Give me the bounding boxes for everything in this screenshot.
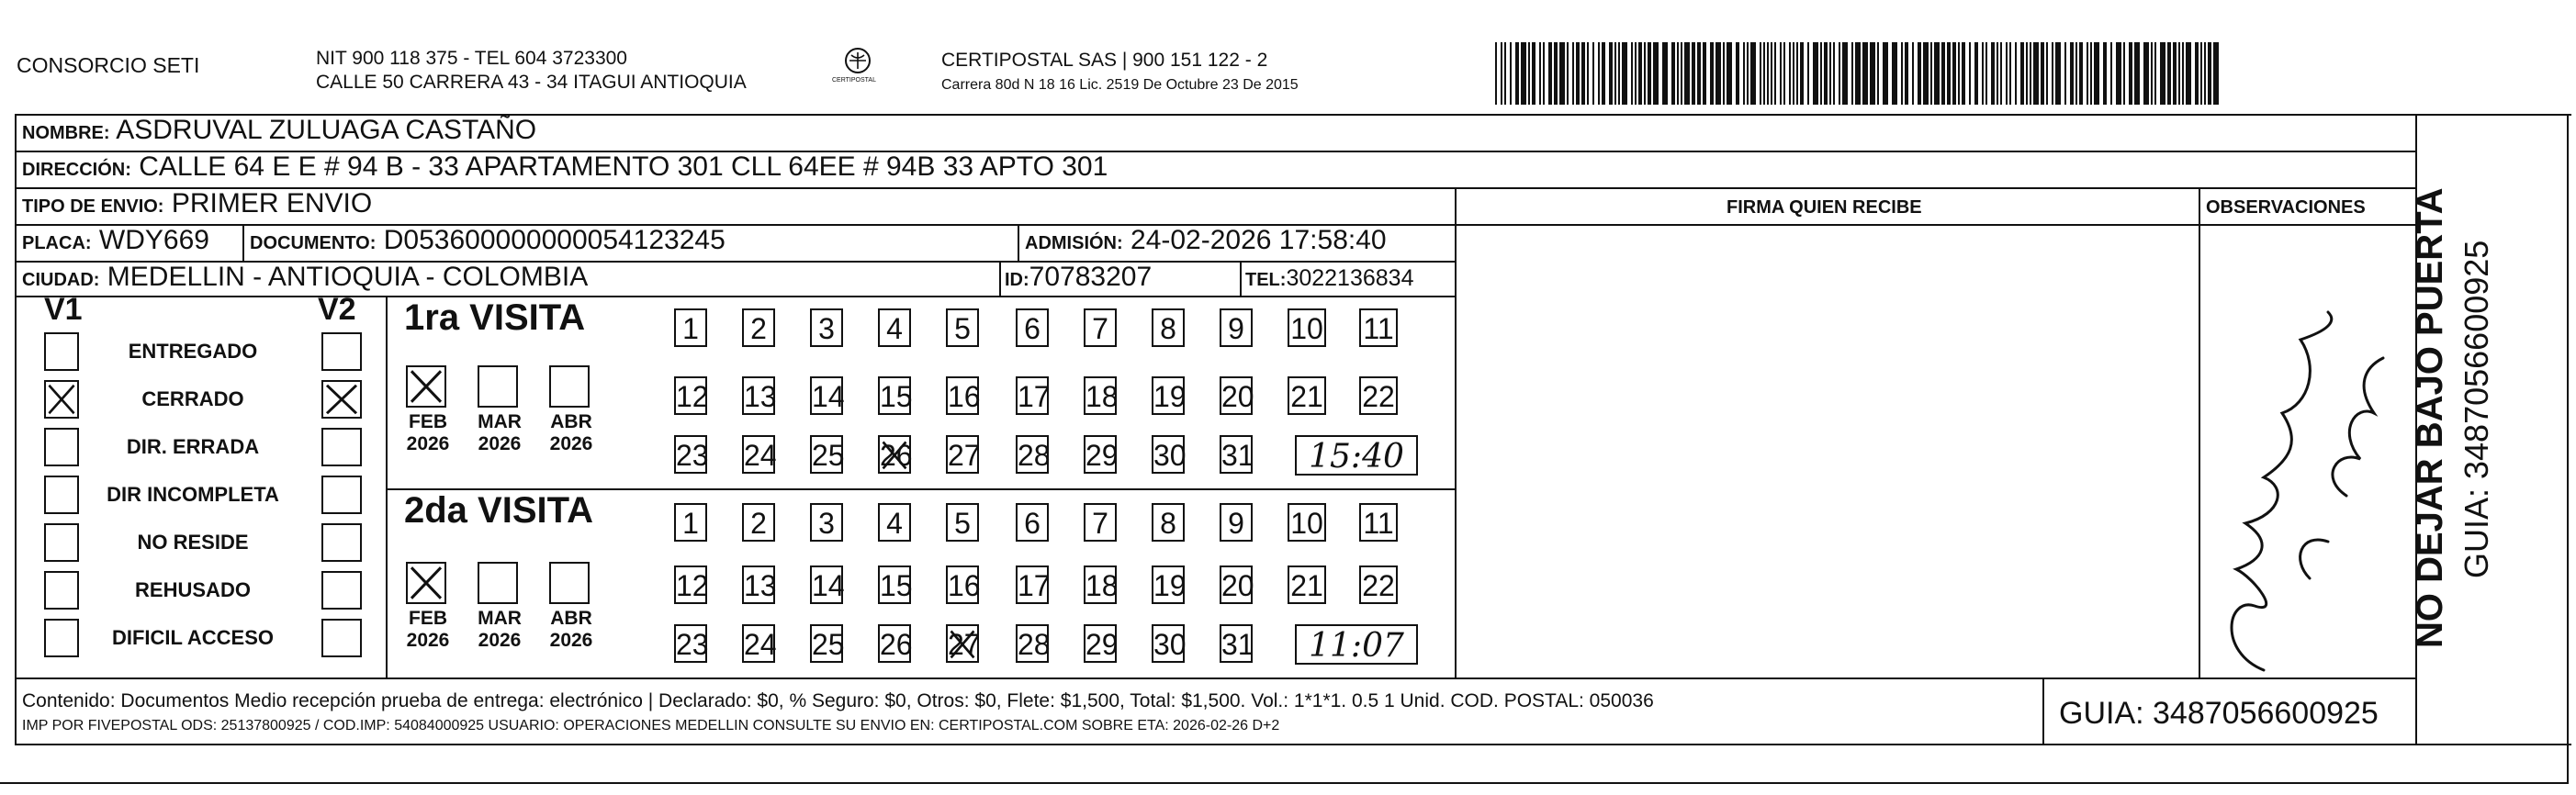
barcode-bar [1723, 42, 1725, 105]
month-year: 2026 [406, 433, 450, 454]
status-label: REHUSADO [135, 578, 251, 601]
month-name: FEB [409, 608, 447, 629]
month-label [546, 411, 597, 455]
day-box[interactable]: 31 [1220, 435, 1253, 474]
handwritten-signature [2199, 303, 2416, 677]
barcode-bar [1614, 42, 1616, 105]
day-box[interactable]: 14 [810, 376, 843, 415]
day-box[interactable]: 11 [1359, 308, 1398, 347]
v1-label: V1 [44, 292, 83, 327]
day-box[interactable]: 13 [742, 376, 775, 415]
barcode-bar [2015, 42, 2017, 105]
month-label [402, 608, 454, 652]
id-value: 70783207 [1029, 262, 1153, 292]
barcode-bar [2195, 42, 2199, 105]
day-box[interactable]: 10 [1288, 503, 1326, 542]
barcode-bar [1796, 42, 1798, 105]
footer-guia: GUIA: 3487056600925 [2059, 696, 2379, 731]
plate-label: PLACA: [22, 233, 92, 253]
day-box[interactable]: 25 [810, 624, 843, 663]
day-box[interactable]: 22 [1359, 376, 1398, 415]
barcode-bar [2087, 42, 2088, 105]
city-label: CIUDAD: [22, 270, 100, 290]
barcode-bar [1532, 42, 1535, 105]
barcode-bar [1862, 42, 1868, 105]
barcode-bar [2033, 42, 2039, 105]
v2-label: V2 [318, 292, 356, 327]
barcode-bar [2208, 42, 2211, 105]
barcode-bar [1703, 42, 1706, 105]
day-box[interactable]: 19 [1152, 565, 1185, 604]
barcode-bar [2134, 42, 2140, 105]
barcode-bar [1548, 42, 1552, 105]
barcode-bar [1839, 42, 1840, 105]
barcode [1495, 42, 2224, 106]
day-box[interactable]: 5 [946, 308, 979, 347]
day-box[interactable]: 6 [1016, 503, 1049, 542]
barcode-bar [1736, 42, 1739, 105]
x-mark-icon [880, 437, 909, 472]
time-box[interactable]: 15:40 [1295, 435, 1418, 476]
status-label: DIFICIL ACCESO [111, 626, 274, 649]
barcode-bar [2090, 42, 2092, 105]
month-name: FEB [409, 411, 447, 432]
nit-line: NIT 900 118 375 - TEL 604 3723300 [316, 48, 627, 69]
month-label [474, 608, 525, 652]
day-box[interactable]: 17 [1016, 565, 1049, 604]
barcode-bar [1648, 42, 1651, 105]
month-year: 2026 [406, 630, 450, 651]
barcode-bar [1622, 42, 1627, 105]
barcode-bar [1813, 42, 1818, 105]
barcode-bar [1833, 42, 1835, 105]
barcode-bar [1974, 42, 1978, 105]
month-year: 2026 [549, 433, 593, 454]
status-label: DIR INCOMPLETA [107, 483, 279, 506]
day-box[interactable]: 16 [946, 565, 979, 604]
month-label [546, 608, 597, 652]
day-box[interactable]: 8 [1152, 308, 1185, 347]
barcode-bar [1559, 42, 1565, 105]
day-box[interactable]: 21 [1288, 376, 1326, 415]
day-box[interactable]: 30 [1152, 435, 1185, 474]
recipient-name: ASDRUVAL ZULUAGA CASTAÑO [116, 115, 537, 145]
barcode-bar [1855, 42, 1861, 105]
barcode-bar [2200, 42, 2202, 105]
barcode-bar [1763, 42, 1765, 105]
day-box[interactable]: 18 [1084, 565, 1117, 604]
day-box[interactable]: 21 [1288, 565, 1326, 604]
barcode-bar [1521, 42, 1526, 105]
day-box[interactable]: 26 [878, 435, 911, 474]
barcode-bar [2167, 42, 2171, 105]
barcode-bar [1901, 42, 1903, 105]
barcode-bar [2009, 42, 2011, 105]
day-box[interactable]: 4 [878, 308, 911, 347]
barcode-bar [1774, 42, 1776, 105]
name-label: NOMBRE: [22, 123, 110, 143]
document-label: DOCUMENTO: [250, 233, 377, 253]
logo-text: CERTIPOSTAL [832, 77, 876, 84]
barcode-bar [1780, 42, 1782, 105]
month-checkbox[interactable] [549, 365, 590, 408]
barcode-bar [1692, 42, 1695, 105]
barcode-bar [2052, 42, 2053, 105]
barcode-bar [1635, 42, 1637, 105]
month-label [474, 411, 525, 455]
barcode-bar [2046, 42, 2048, 105]
day-box[interactable]: 14 [810, 565, 843, 604]
month-checkbox[interactable] [406, 365, 446, 408]
status-label: DIR. ERRADA [126, 435, 260, 458]
type-label: TIPO DE ENVIO: [22, 196, 164, 217]
day-box[interactable]: 28 [1016, 435, 1049, 474]
barcode-bar [2151, 42, 2153, 105]
contents-line: Contenido: Documentos Medio recepción prueba de entrega: electrónico | Declarado: $0, % Seguro: $0, Otros: $0, Flete: $1,500, Total: $1,500. Vol.: 1*1*1. 0.5 1 Unid. COD. POSTAL: 050036 [22, 690, 1654, 711]
day-box[interactable]: 1 [674, 503, 707, 542]
barcode-bar [1820, 42, 1822, 105]
barcode-bar [1743, 42, 1745, 105]
barcode-bar [1747, 42, 1749, 105]
barcode-bar [2064, 42, 2066, 105]
day-box[interactable]: 16 [946, 376, 979, 415]
barcode-bar [2094, 42, 2099, 105]
day-box[interactable]: 23 [674, 624, 707, 663]
barcode-bar [2026, 42, 2028, 105]
barcode-bar [1930, 42, 1932, 105]
id-label: ID: [1005, 270, 1029, 290]
day-box[interactable]: 15 [878, 565, 911, 604]
day-box[interactable]: 7 [1084, 503, 1117, 542]
barcode-bar [1631, 42, 1633, 105]
barcode-bar [1638, 42, 1642, 105]
day-box[interactable]: 8 [1152, 503, 1185, 542]
barcode-bar [1504, 42, 1506, 105]
day-box[interactable]: 22 [1359, 565, 1398, 604]
barcode-bar [2178, 42, 2180, 105]
certipostal-line: CERTIPOSTAL SAS | 900 151 122 - 2 [941, 50, 1268, 71]
day-box[interactable]: 1 [674, 308, 707, 347]
barcode-bar [2041, 42, 2044, 105]
day-box[interactable]: 20 [1220, 376, 1253, 415]
barcode-bar [1510, 42, 1512, 105]
day-box[interactable]: 6 [1016, 308, 1049, 347]
barcode-bar [1681, 42, 1682, 105]
shipping-type: PRIMER ENVIO [171, 188, 373, 218]
barcode-bar [1912, 42, 1914, 105]
barcode-bar [1515, 42, 1519, 105]
admission-value: 24-02-2026 17:58:40 [1131, 225, 1387, 255]
day-box[interactable]: 15 [878, 376, 911, 415]
barcode-bar [1985, 42, 1987, 105]
day-box[interactable]: 29 [1084, 435, 1117, 474]
barcode-bar [1760, 42, 1761, 105]
day-box[interactable]: 4 [878, 503, 911, 542]
vertical-guia: GUIA: 3487056600925 [2458, 240, 2495, 578]
month-checkbox[interactable] [478, 365, 518, 408]
address-label: DIRECCIÓN: [22, 160, 131, 180]
barcode-bar [1554, 42, 1558, 105]
barcode-bar [1662, 42, 1668, 105]
barcode-bar [1543, 42, 1545, 105]
day-box[interactable]: 2 [742, 308, 775, 347]
day-box[interactable]: 5 [946, 503, 979, 542]
status-label: CERRADO [141, 387, 244, 410]
barcode-bar [1528, 42, 1530, 105]
barcode-bar [1807, 42, 1809, 105]
barcode-bar [2110, 42, 2112, 105]
day-box[interactable]: 9 [1220, 503, 1253, 542]
month-checkbox[interactable] [406, 562, 446, 604]
barcode-bar [1618, 42, 1620, 105]
barcode-bar [2006, 42, 2008, 105]
barcode-bar [1710, 42, 1714, 105]
barcode-bar [1727, 42, 1732, 105]
barcode-bar [1567, 42, 1569, 105]
day-box[interactable]: 24 [742, 624, 775, 663]
barcode-bar [1905, 42, 1908, 105]
day-box[interactable]: 19 [1152, 376, 1185, 415]
day-box[interactable]: 9 [1220, 308, 1253, 347]
barcode-bar [2173, 42, 2177, 105]
barcode-bar [2213, 42, 2219, 105]
x-mark-icon [408, 367, 444, 406]
signature-header: FIRMA QUIEN RECIBE [1727, 197, 1922, 218]
barcode-bar [1609, 42, 1613, 105]
barcode-bar [1892, 42, 1897, 105]
month-year: 2026 [549, 630, 593, 651]
barcode-bar [2020, 42, 2024, 105]
barcode-bar [2000, 42, 2002, 105]
plate-value: WDY669 [98, 225, 209, 255]
day-box[interactable]: 28 [1016, 624, 1049, 663]
barcode-bar [1697, 42, 1701, 105]
tel-label: TEL: [1245, 270, 1287, 290]
barcode-bar [2154, 42, 2156, 105]
barcode-bar [1877, 42, 1879, 105]
day-box[interactable]: 24 [742, 435, 775, 474]
barcode-bar [1767, 42, 1769, 105]
barcode-bar [1750, 42, 1756, 105]
x-mark-icon [408, 564, 444, 602]
barcode-bar [1829, 42, 1831, 105]
barcode-bar [1958, 42, 1960, 105]
barcode-bar [1576, 42, 1580, 105]
day-box[interactable]: 13 [742, 565, 775, 604]
barcode-bar [1923, 42, 1929, 105]
month-name: MAR [478, 608, 522, 629]
barcode-bar [1587, 42, 1589, 105]
admission-label: ADMISIÓN: [1025, 233, 1123, 253]
month-year: 2026 [478, 630, 522, 651]
barcode-bar [1581, 42, 1585, 105]
x-mark-icon [948, 626, 977, 661]
barcode-bar [2182, 42, 2184, 105]
barcode-bar [1783, 42, 1785, 105]
barcode-bar [2079, 42, 2083, 105]
barcode-bar [1501, 42, 1502, 105]
barcode-bar [1962, 42, 1965, 105]
barcode-bar [1997, 42, 1998, 105]
barcode-bar [1918, 42, 1921, 105]
barcode-bar [1644, 42, 1646, 105]
observations-header: OBSERVACIONES [2206, 197, 2366, 218]
barcode-bar [2186, 42, 2191, 105]
barcode-bar [1934, 42, 1940, 105]
second-visit-title: 2da VISITA [404, 490, 593, 531]
barcode-bar [1991, 42, 1995, 105]
outer-frame [15, 114, 2417, 745]
recipient-address: CALLE 64 E E # 94 B - 33 APARTAMENTO 301 CLL 64EE # 94B 33 APTO 301 [139, 151, 1108, 182]
barcode-bar [1969, 42, 1971, 105]
day-box[interactable]: 26 [878, 624, 911, 663]
barcode-bar [2204, 42, 2206, 105]
day-box[interactable]: 31 [1220, 624, 1253, 663]
day-box[interactable]: 27 [946, 435, 979, 474]
day-box[interactable]: 3 [810, 503, 843, 542]
barcode-bar [1947, 42, 1951, 105]
barcode-bar [1677, 42, 1679, 105]
day-box[interactable]: 30 [1152, 624, 1185, 663]
barcode-bar [1800, 42, 1804, 105]
barcode-bar [2055, 42, 2061, 105]
barcode-bar [1495, 42, 1497, 105]
day-box[interactable]: 3 [810, 308, 843, 347]
barcode-bar [2123, 42, 2125, 105]
barcode-bar [1598, 42, 1600, 105]
day-box[interactable]: 12 [674, 565, 707, 604]
day-box[interactable]: 17 [1016, 376, 1049, 415]
day-box[interactable]: 25 [810, 435, 843, 474]
day-box[interactable]: 10 [1288, 308, 1326, 347]
day-box[interactable]: 27 [946, 624, 979, 663]
barcode-bar [1842, 42, 1848, 105]
barcode-bar [1671, 42, 1675, 105]
time-box[interactable]: 11:07 [1295, 624, 1418, 665]
company-name: CONSORCIO SETI [17, 53, 200, 77]
barcode-bar [1572, 42, 1574, 105]
barcode-bar [1684, 42, 1690, 105]
barcode-bar [1715, 42, 1721, 105]
barcode-bar [1824, 42, 1828, 105]
month-checkbox[interactable] [478, 562, 518, 604]
status-label: ENTREGADO [128, 340, 258, 363]
month-name: MAR [478, 411, 522, 432]
imp-line: IMP POR FIVEPOSTAL ODS: 25137800925 / COD.IMP: 54084000925 USUARIO: OPERACIONES MEDELLIN CONSULTE SU ENVIO EN: CERTIPOSTAL.COM SOBRE ETA: 2026-02-26 D+2 [22, 718, 1280, 733]
first-visit-title: 1ra VISITA [404, 297, 586, 338]
barcode-bar [1592, 42, 1594, 105]
barcode-bar [2129, 42, 2132, 105]
day-box[interactable]: 20 [1220, 565, 1253, 604]
barcode-bar [1870, 42, 1875, 105]
status-label: NO RESIDE [137, 531, 249, 554]
barcode-bar [2143, 42, 2149, 105]
day-box[interactable]: 11 [1359, 503, 1398, 542]
document-value: D053600000000054123245 [383, 225, 726, 255]
barcode-bar [1602, 42, 1605, 105]
day-box[interactable]: 29 [1084, 624, 1117, 663]
month-name: ABR [550, 411, 592, 432]
barcode-bar [1653, 42, 1659, 105]
barcode-bar [1883, 42, 1888, 105]
month-checkbox[interactable] [549, 562, 590, 604]
no-dejar-text: NO DEJAR BAJO PUERTA [2410, 187, 2450, 648]
barcode-bar [1771, 42, 1772, 105]
day-box[interactable]: 12 [674, 376, 707, 415]
barcode-bar [2070, 42, 2074, 105]
barcode-bar [2030, 42, 2031, 105]
day-box[interactable]: 18 [1084, 376, 1117, 415]
month-label [402, 411, 454, 455]
barcode-bar [1982, 42, 1984, 105]
barcode-bar [1851, 42, 1853, 105]
day-box[interactable]: 7 [1084, 308, 1117, 347]
certipostal-logo [832, 44, 883, 92]
month-name: ABR [550, 608, 592, 629]
month-year: 2026 [478, 433, 522, 454]
address-line: CALLE 50 CARRERA 43 - 34 ITAGUI ANTIOQUIA [316, 72, 747, 93]
barcode-bar [1793, 42, 1794, 105]
barcode-bar [1952, 42, 1956, 105]
license-line: Carrera 80d N 18 16 Lic. 2519 De Octubre 23 De 2015 [941, 77, 1299, 93]
barcode-bar [1539, 42, 1541, 105]
barcode-bar [2075, 42, 2077, 105]
day-box[interactable]: 23 [674, 435, 707, 474]
barcode-bar [2116, 42, 2121, 105]
barcode-bar [1789, 42, 1791, 105]
barcode-bar [2103, 42, 2107, 105]
barcode-bar [2160, 42, 2165, 105]
barcode-bar [1941, 42, 1945, 105]
city-value: MEDELLIN - ANTIOQUIA - COLOMBIA [107, 262, 589, 292]
day-box[interactable]: 2 [742, 503, 775, 542]
tel-value: 3022136834 [1286, 265, 1414, 291]
